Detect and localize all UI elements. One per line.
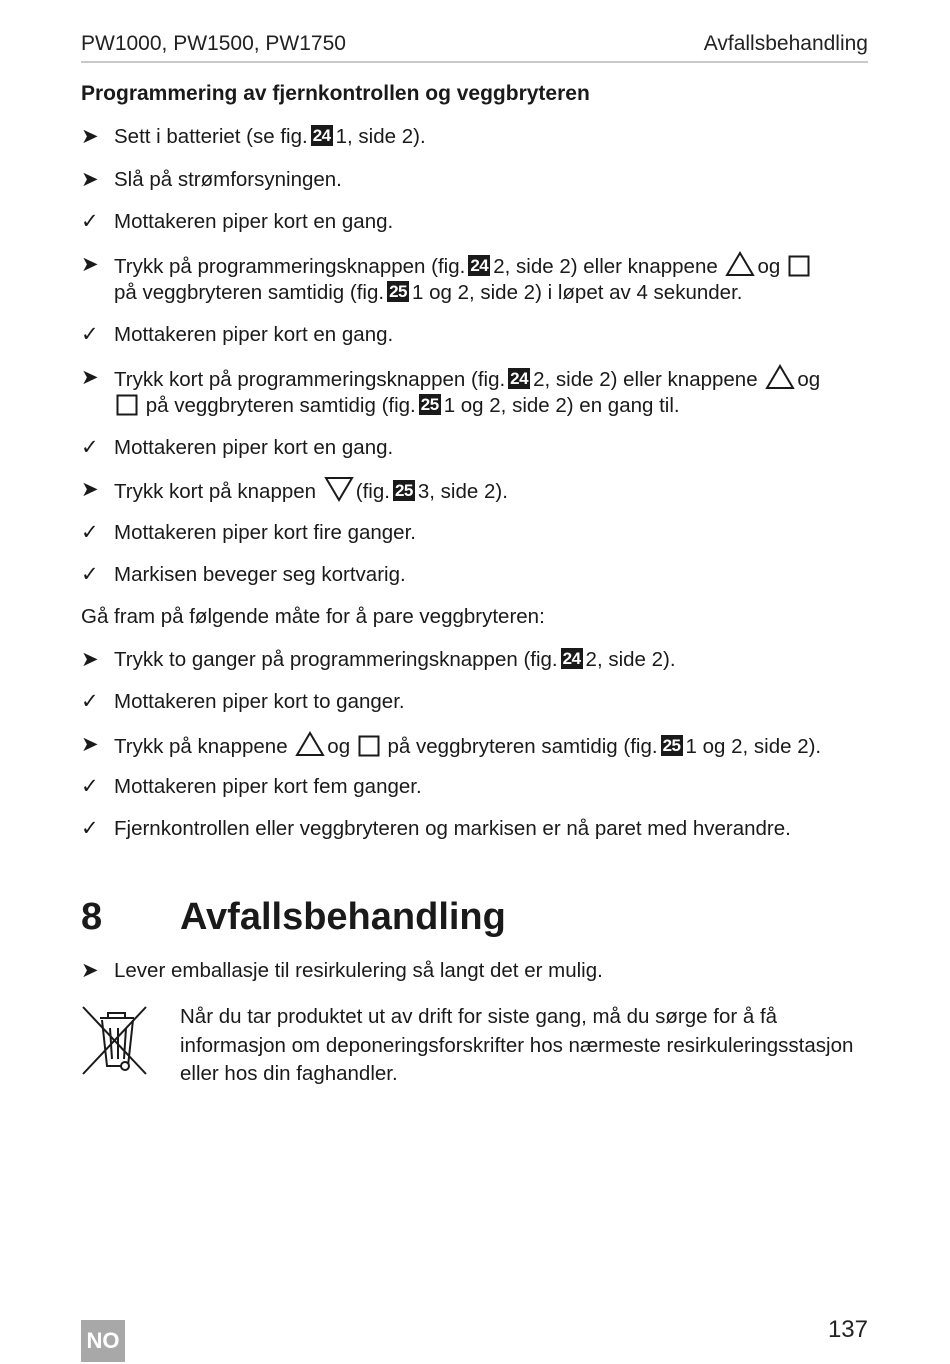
disposal-note: Når du tar produktet ut av drift for siste gang, må du sørge for å få informasjon om deponeringsforskrifter hos nærmeste resirkuleringsstasjon eller hos din faghandler. xyxy=(180,1005,854,1085)
figure-ref: 25 xyxy=(420,395,439,414)
figure-ref: 24 xyxy=(312,126,331,145)
result-5: Markisen beveger seg kortvarig. xyxy=(114,563,406,586)
result-3: Mottakeren piper kort en gang. xyxy=(114,436,394,459)
stop-square-button-icon xyxy=(788,255,810,277)
arrow-icon: ➤ xyxy=(81,168,99,191)
up-triangle-button-icon xyxy=(725,251,755,277)
arrow-icon: ➤ xyxy=(81,959,99,982)
crossed-out-bin-icon xyxy=(80,1004,150,1078)
header-divider xyxy=(81,61,868,63)
check-icon: ✓ xyxy=(81,210,99,233)
step-2: Slå på strømforsyningen. xyxy=(114,168,342,191)
up-triangle-button-icon xyxy=(765,364,795,390)
arrow-icon: ➤ xyxy=(81,478,99,501)
up-triangle-button-icon xyxy=(295,731,325,757)
language-badge: NO xyxy=(81,1320,125,1362)
step-6: Trykk to ganger på programmeringsknappen (fig. 24 2, side 2). xyxy=(114,648,676,671)
check-icon: ✓ xyxy=(81,436,99,459)
result-4: Mottakeren piper kort fire ganger. xyxy=(114,521,416,544)
check-icon: ✓ xyxy=(81,775,99,798)
arrow-icon: ➤ xyxy=(81,733,99,756)
figure-ref: 25 xyxy=(394,481,413,500)
stop-square-button-icon xyxy=(116,394,138,416)
section-heading: Programmering av fjernkontrollen og veggbryteren xyxy=(81,82,590,105)
figure-ref: 25 xyxy=(389,282,407,301)
chapter-title: Avfallsbehandling xyxy=(180,896,506,938)
result-8: Fjernkontrollen eller veggbryteren og markisen er nå paret med hverandre. xyxy=(114,817,791,840)
arrow-icon: ➤ xyxy=(81,648,99,671)
check-icon: ✓ xyxy=(81,690,99,713)
chapter-number: 8 xyxy=(81,896,103,938)
check-icon: ✓ xyxy=(81,817,99,840)
check-icon: ✓ xyxy=(81,563,99,586)
result-2: Mottakeren piper kort en gang. xyxy=(114,323,394,346)
step-4: Trykk kort på programmeringsknappen (fig. 24 2, side 2) eller knappene og xyxy=(114,364,820,394)
figure-ref: 24 xyxy=(562,649,581,668)
figure-ref: 25 xyxy=(662,736,681,755)
arrow-icon: ➤ xyxy=(81,366,99,389)
step-3-cont: på veggbryteren samtidig (fig. 25 1 og 2, side 2) i løpet av 4 sekunder. xyxy=(114,281,743,304)
result-1: Mottakeren piper kort en gang. xyxy=(114,210,394,233)
header-models: PW1000, PW1500, PW1750 xyxy=(81,32,346,55)
disposal-step: Lever emballasje til resirkulering så langt det er mulig. xyxy=(114,959,603,982)
header-section: Avfallsbehandling xyxy=(703,32,868,55)
figure-ref: 24 xyxy=(510,369,529,388)
stop-square-button-icon xyxy=(358,735,380,757)
step-7: Trykk på knappene og på veggbryteren samtidig (fig. 25 1 og 2, side 2). xyxy=(114,731,821,761)
step-4-cont: på veggbryteren samtidig (fig. 25 1 og 2, side 2) en gang til. xyxy=(114,392,680,420)
pairing-intro: Gå fram på følgende måte for å pare veggbryteren: xyxy=(81,605,545,628)
step-1: Sett i batteriet (se fig. 24 1, side 2). xyxy=(114,125,426,148)
down-triangle-button-icon xyxy=(324,476,354,502)
arrow-icon: ➤ xyxy=(81,253,99,276)
page-number: 137 xyxy=(827,1316,868,1343)
figure-ref: 24 xyxy=(470,256,489,275)
result-6: Mottakeren piper kort to ganger. xyxy=(114,690,405,713)
check-icon: ✓ xyxy=(81,521,99,544)
result-7: Mottakeren piper kort fem ganger. xyxy=(114,775,422,798)
check-icon: ✓ xyxy=(81,323,99,346)
arrow-icon: ➤ xyxy=(81,125,99,148)
step-5: Trykk kort på knappen (fig. 25 3, side 2). xyxy=(114,476,508,506)
step-3: Trykk på programmeringsknappen (fig. 24 2, side 2) eller knappene og xyxy=(114,251,812,281)
